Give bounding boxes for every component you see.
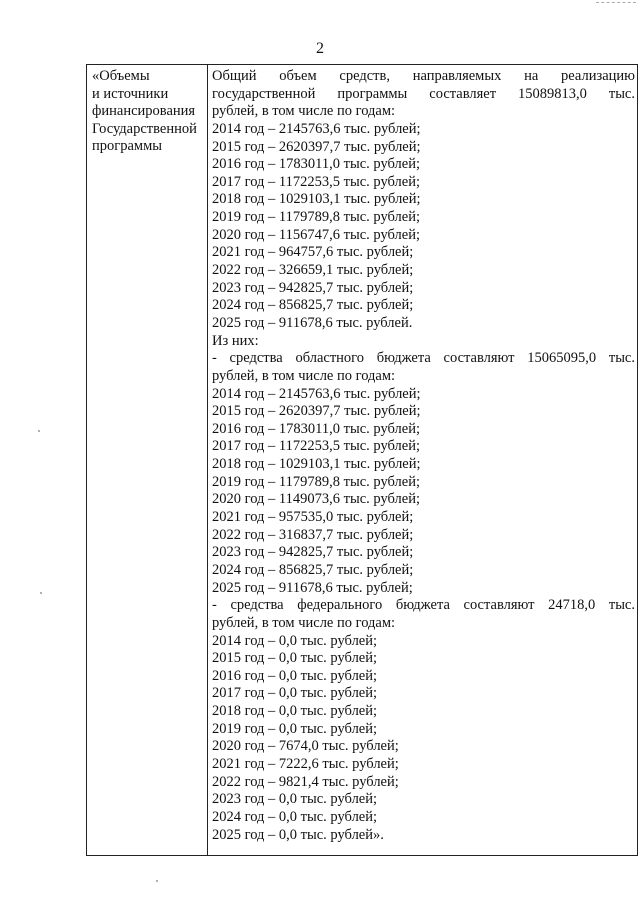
federal-year-line: 2023 год – 0,0 тыс. рублей; [212, 791, 378, 808]
federal-intro-line: рублей, в том числе по годам: [212, 614, 396, 631]
regional-year-line: 2024 год – 856825,7 тыс. рублей; [212, 561, 414, 578]
federal-year-line: 2025 год – 0,0 тыс. рублей». [212, 826, 384, 843]
federal-year-line: 2014 год – 0,0 тыс. рублей; [212, 632, 378, 649]
label-line: «Объемы [92, 68, 150, 84]
financing-table [86, 64, 638, 856]
page-number: 2 [316, 40, 324, 57]
regional-year-line: 2025 год – 911678,6 тыс. рублей; [212, 579, 413, 596]
regional-year-line: 2014 год – 2145763,6 тыс. рублей; [212, 385, 421, 402]
label-line: Государственной [92, 120, 197, 137]
federal-year-line: 2016 год – 0,0 тыс. рублей; [212, 667, 378, 684]
intro-line: Общий объем средств, направляемых на реализацию [212, 68, 635, 84]
total-year-line: 2015 год – 2620397,7 тыс. рублей; [212, 138, 421, 155]
federal-year-line: 2022 год – 9821,4 тыс. рублей; [212, 773, 399, 790]
federal-year-line: 2017 год – 0,0 тыс. рублей; [212, 685, 378, 702]
federal-year-line: 2018 год – 0,0 тыс. рублей; [212, 703, 378, 720]
intro-line: государственной программы составляет 15089813,0 тыс. [212, 85, 635, 102]
federal-year-line: 2019 год – 0,0 тыс. рублей; [212, 720, 378, 737]
regional-year-line: 2016 год – 1783011,0 тыс. рублей; [212, 420, 420, 437]
federal-year-line: 2024 год – 0,0 тыс. рублей; [212, 808, 378, 825]
total-year-line: 2018 год – 1029103,1 тыс. рублей; [212, 191, 421, 208]
federal-intro-line: - средства федерального бюджета составляют 24718,0 тыс. [212, 597, 635, 614]
label-line: финансирования [92, 103, 196, 120]
federal-year-line: 2020 год – 7674,0 тыс. рублей; [212, 738, 399, 755]
regional-intro-line: рублей, в том числе по годам: [212, 367, 396, 384]
table-label-cell [87, 65, 208, 855]
regional-year-line: 2021 год – 957535,0 тыс. рублей; [212, 509, 414, 526]
regional-year-line: 2022 год – 316837,7 тыс. рублей; [212, 526, 414, 543]
total-year-line: 2016 год – 1783011,0 тыс. рублей; [212, 156, 420, 173]
total-year-line: 2021 год – 964757,6 тыс. рублей; [212, 244, 414, 261]
label-line: и источники [92, 85, 169, 102]
regional-year-line: 2023 год – 942825,7 тыс. рублей; [212, 544, 414, 561]
regional-year-line: 2017 год – 1172253,5 тыс. рублей; [212, 438, 420, 455]
total-year-line: 2023 год – 942825,7 тыс. рублей; [212, 279, 414, 296]
total-year-line: 2020 год – 1156747,6 тыс. рублей; [212, 226, 420, 243]
total-year-line: 2019 год – 1179789,8 тыс. рублей; [212, 209, 420, 226]
total-year-line: 2014 год – 2145763,6 тыс. рублей; [212, 120, 421, 137]
federal-year-line: 2021 год – 7222,6 тыс. рублей; [212, 755, 399, 772]
regional-year-line: 2018 год – 1029103,1 тыс. рублей; [212, 456, 421, 473]
regional-year-line: 2019 год – 1179789,8 тыс. рублей; [212, 473, 420, 490]
scan-speck [40, 592, 42, 594]
total-year-line: 2025 год – 911678,6 тыс. рублей. [212, 314, 413, 331]
total-year-line: 2024 год – 856825,7 тыс. рублей; [212, 297, 414, 314]
scan-artifact [596, 2, 636, 4]
label-line: программы [92, 138, 162, 155]
federal-year-line: 2015 год – 0,0 тыс. рублей; [212, 650, 378, 667]
regional-year-line: 2020 год – 1149073,6 тыс. рублей; [212, 491, 420, 508]
table-content-cell [208, 65, 637, 855]
scan-speck [156, 880, 158, 882]
total-year-line: 2022 год – 326659,1 тыс. рублей; [212, 262, 414, 279]
regional-intro-line: - средства областного бюджета составляют 15065095,0 тыс. [212, 350, 635, 367]
intro-line: рублей, в том числе по годам: [212, 103, 396, 120]
of-which-label: Из них: [212, 332, 259, 349]
regional-year-line: 2015 год – 2620397,7 тыс. рублей; [212, 403, 421, 420]
total-year-line: 2017 год – 1172253,5 тыс. рублей; [212, 173, 420, 190]
scan-speck [38, 430, 40, 432]
